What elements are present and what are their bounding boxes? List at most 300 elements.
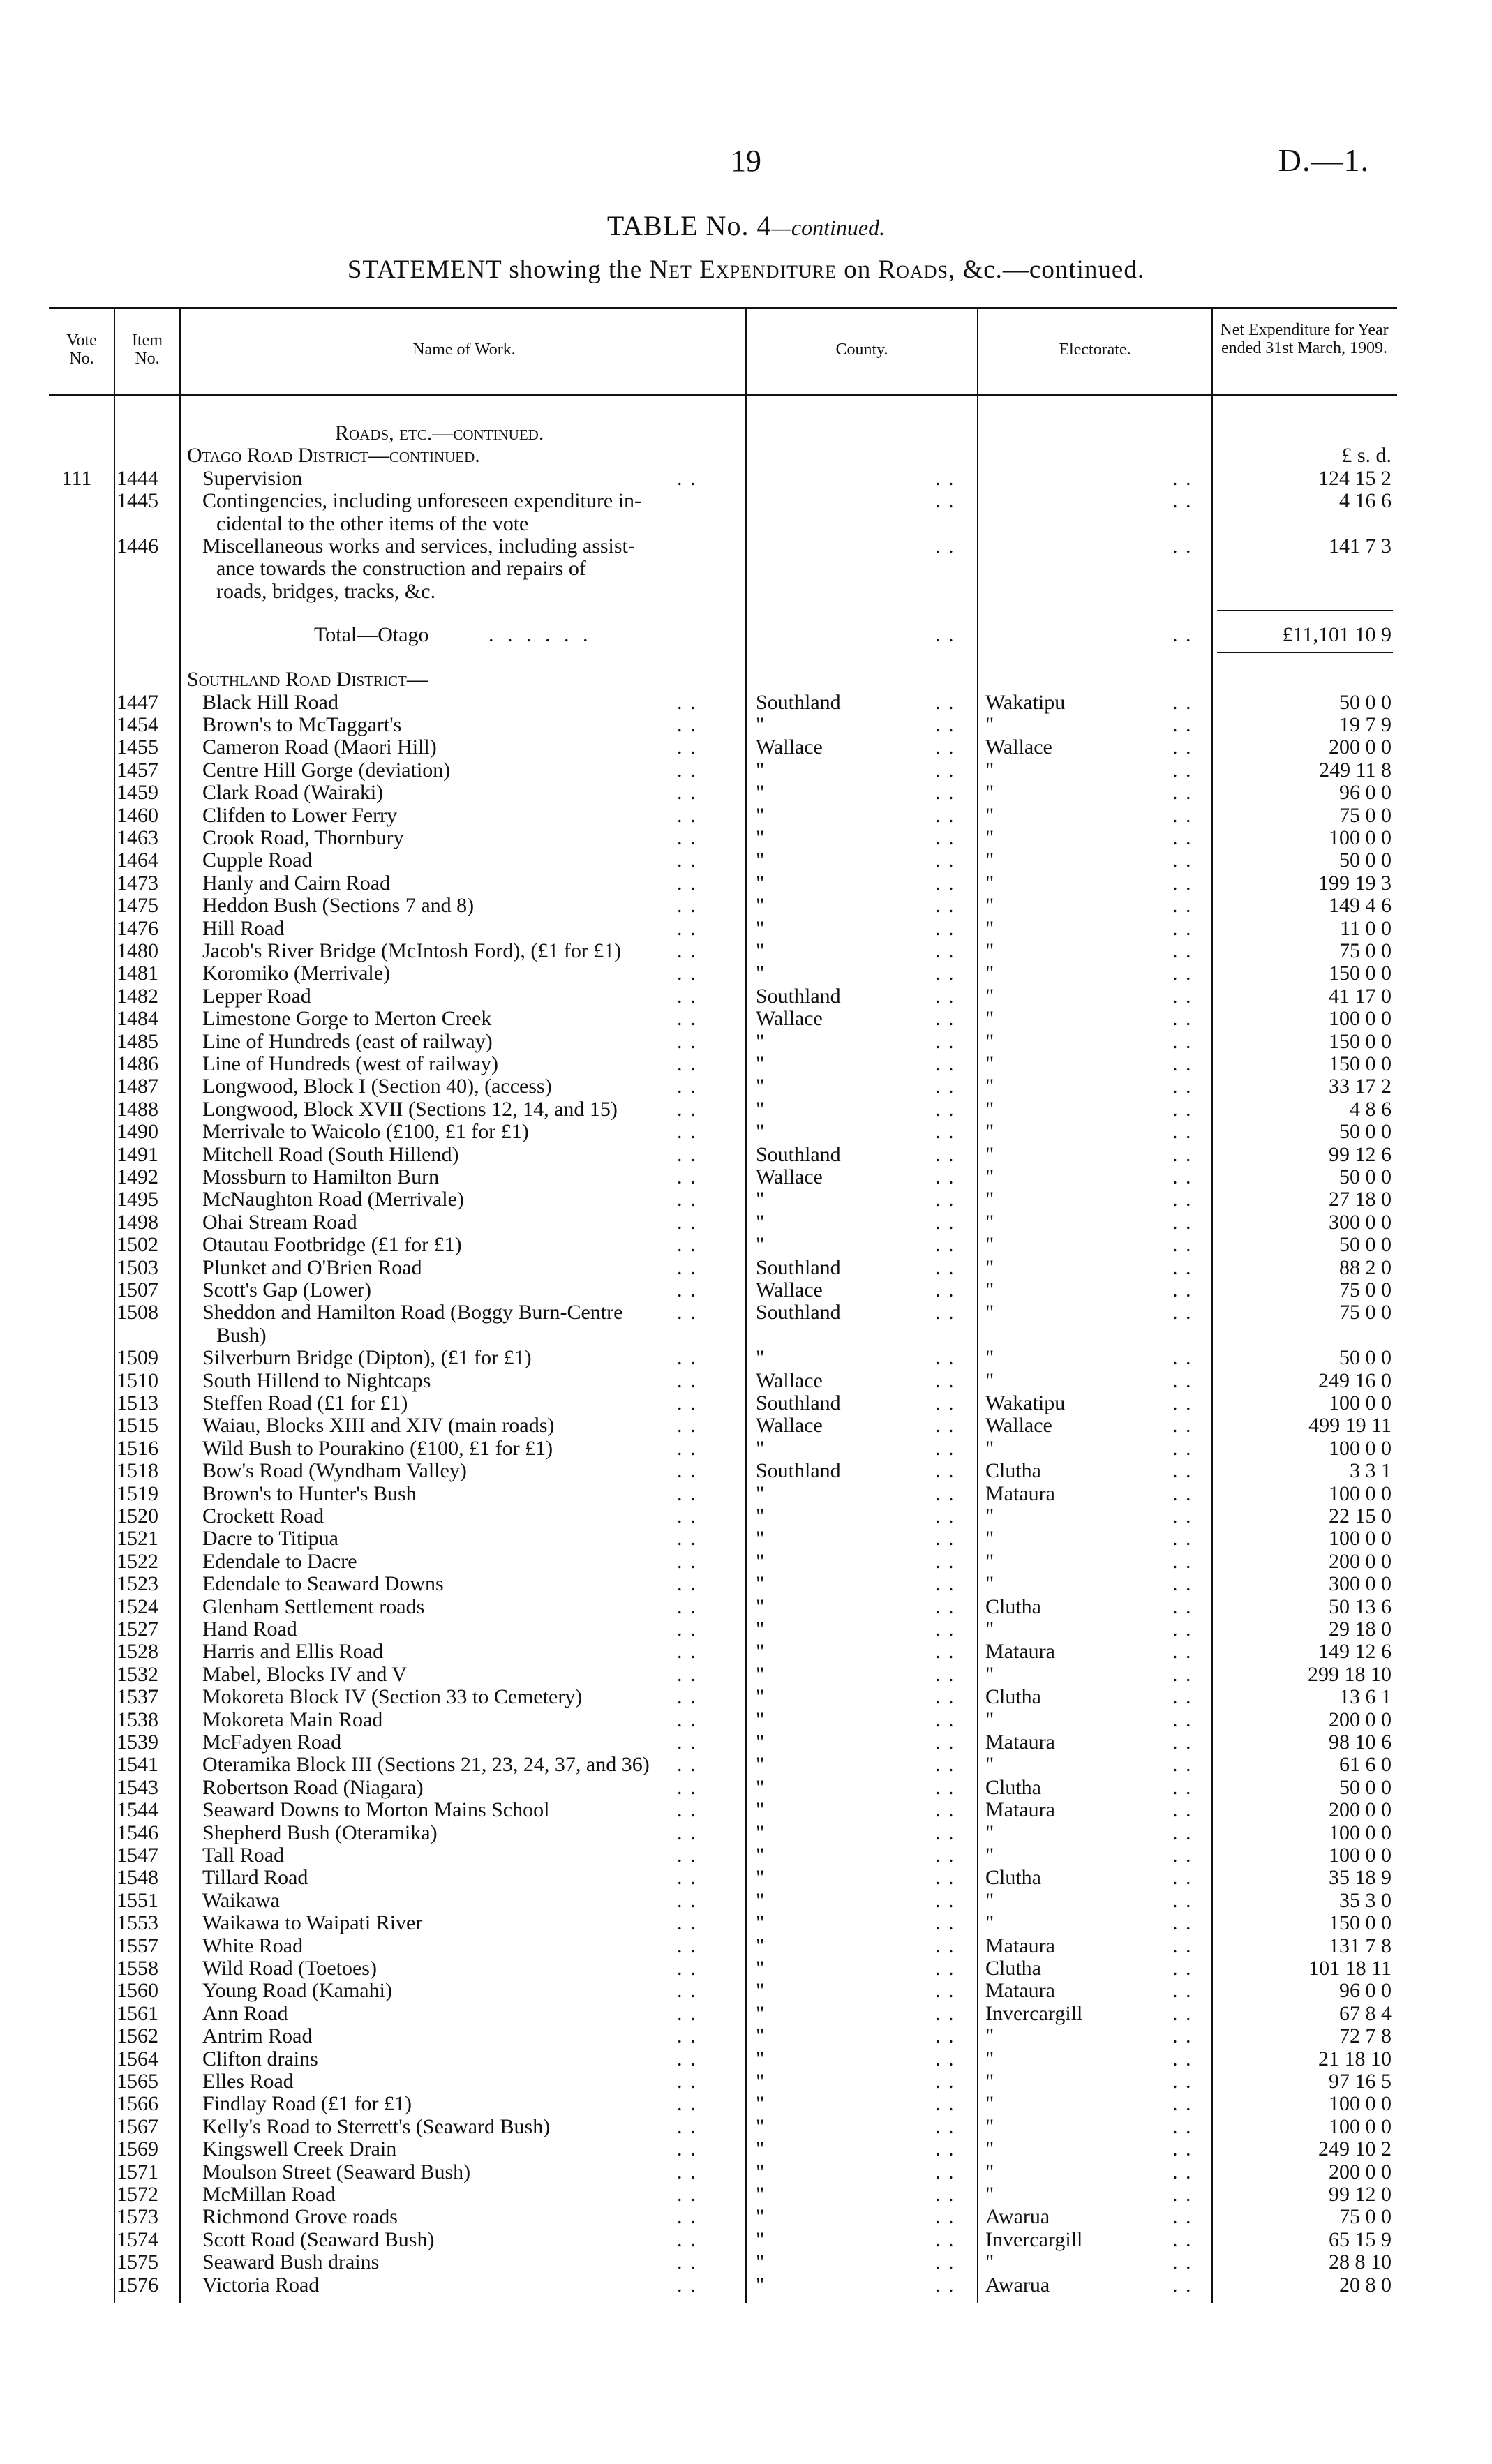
county-name: " xyxy=(756,1481,765,1505)
item-number: 1562 xyxy=(117,2024,158,2048)
expenditure-amount: 499 19 11 xyxy=(1308,1414,1392,1438)
electorate-name: Clutha xyxy=(985,1459,1041,1483)
work-name: Moulson Street (Seaward Bush) xyxy=(202,2160,471,2183)
expenditure-amount: 200 0 0 xyxy=(1329,1798,1392,1822)
leader-dots: . . xyxy=(677,2250,697,2274)
county-name: " xyxy=(756,1527,765,1551)
electorate-name: " xyxy=(985,2114,994,2138)
county-name: " xyxy=(756,2183,765,2206)
leader-dots: . . xyxy=(935,1618,955,1641)
table-title-continued: —continued. xyxy=(771,215,886,240)
expenditure-amount: 35 3 0 xyxy=(1339,1888,1392,1912)
work-name: Crockett Road xyxy=(202,1504,324,1528)
leader-dots: . . xyxy=(677,1075,697,1098)
work-name-continued: cidental to the other items of the vote xyxy=(216,512,529,535)
leader-dots: . . xyxy=(677,1007,697,1031)
column-header-expenditure: Net Expenditure for Year ended 31st March, 1909. xyxy=(1220,321,1389,357)
expenditure-amount: 75 0 0 xyxy=(1339,939,1392,962)
leader-dots: . . xyxy=(1172,1481,1193,1505)
leader-dots: . . xyxy=(935,1775,955,1799)
item-number: 1547 xyxy=(117,1844,158,1867)
expenditure-amount: 88 2 0 xyxy=(1339,1255,1392,1279)
leader-dots: . . xyxy=(677,1708,697,1731)
leader-dots: . . xyxy=(1172,871,1193,895)
item-number: 1569 xyxy=(117,2137,158,2161)
item-number: 1566 xyxy=(117,2092,158,2116)
statement-title xyxy=(0,255,1492,285)
leader-dots: . . xyxy=(1172,1662,1193,1686)
electorate-name: " xyxy=(985,1346,994,1370)
expenditure-amount: 100 0 0 xyxy=(1329,1436,1392,1460)
electorate-name: " xyxy=(985,1075,994,1098)
electorate-name: Mataura xyxy=(985,1979,1055,2003)
item-number: 1543 xyxy=(117,1775,158,1799)
leader-dots: . . xyxy=(1172,1301,1193,1324)
electorate-name: " xyxy=(985,1142,994,1166)
column-divider-item xyxy=(179,307,181,2303)
item-number: 1551 xyxy=(117,1888,158,1912)
work-name: Longwood, Block XVII (Sections 12, 14, and 15) xyxy=(202,1097,618,1121)
expenditure-amount: 97 16 5 xyxy=(1329,2070,1392,2093)
item-number: 1495 xyxy=(117,1188,158,1211)
leader-dots: . . xyxy=(1172,1775,1193,1799)
expenditure-amount: 41 17 0 xyxy=(1329,984,1392,1008)
leader-dots: . . xyxy=(935,871,955,895)
leader-dots: . . xyxy=(677,781,697,805)
work-name: Black Hill Road xyxy=(202,690,338,714)
leader-dots: . . xyxy=(677,2160,697,2183)
leader-dots: . . xyxy=(677,1549,697,1573)
county-name: " xyxy=(756,1097,765,1121)
county-name: " xyxy=(756,1708,765,1731)
leader-dots: . . xyxy=(935,1662,955,1686)
work-name: Young Road (Kamahi) xyxy=(202,1979,392,2003)
expenditure-amount: 96 0 0 xyxy=(1339,781,1392,805)
leader-dots: . . xyxy=(935,1097,955,1121)
expenditure-amount: 50 0 0 xyxy=(1339,1233,1392,1257)
expenditure-amount: 4 16 6 xyxy=(1339,489,1392,513)
expenditure-amount: 61 6 0 xyxy=(1339,1753,1392,1777)
leader-dots: . . xyxy=(1172,1007,1193,1031)
leader-dots: . . xyxy=(677,1052,697,1075)
electorate-name: Wallace xyxy=(985,1414,1052,1438)
leader-dots: . . xyxy=(935,1120,955,1144)
work-name: Merrivale to Waicolo (£100, £1 for £1) xyxy=(202,1120,529,1144)
work-name: Clifton drains xyxy=(202,2047,318,2070)
electorate-name: " xyxy=(985,1572,994,1596)
work-name: Mokoreta Main Road xyxy=(202,1708,383,1731)
electorate-name: Clutha xyxy=(985,1957,1041,1980)
county-name: " xyxy=(756,781,765,805)
leader-dots: . . xyxy=(935,826,955,849)
work-name-continued: Bush) xyxy=(216,1323,267,1347)
electorate-name: " xyxy=(985,1436,994,1460)
leader-dots: . . xyxy=(677,1414,697,1438)
expenditure-amount: 20 8 0 xyxy=(1339,2273,1392,2297)
county-name: " xyxy=(756,2160,765,2183)
item-number: 1464 xyxy=(117,849,158,872)
item-number: 1571 xyxy=(117,2160,158,2183)
leader-dots: . . xyxy=(1172,1391,1193,1414)
work-name: Mabel, Blocks IV and V xyxy=(202,1662,408,1686)
expenditure-amount: 22 15 0 xyxy=(1329,1504,1392,1528)
otago-district-heading: Otago Road District—continued. xyxy=(187,444,480,468)
leader-dots: . . xyxy=(677,2227,697,2251)
work-name: Edendale to Seaward Downs xyxy=(202,1572,444,1596)
expenditure-amount: 75 0 0 xyxy=(1339,1301,1392,1324)
total-rule-bottom xyxy=(1217,652,1393,653)
item-number: 1507 xyxy=(117,1278,158,1301)
leader-dots: . . xyxy=(677,1618,697,1641)
county-name: " xyxy=(756,1731,765,1754)
item-number: 1574 xyxy=(117,2227,158,2251)
electorate-name: Mataura xyxy=(985,1934,1055,1957)
electorate-name: " xyxy=(985,871,994,895)
leader-dots: . . xyxy=(677,1097,697,1121)
item-number: 1444 xyxy=(117,466,158,490)
expenditure-amount: 3 3 1 xyxy=(1350,1459,1392,1483)
leader-dots: . . xyxy=(935,2070,955,2093)
expenditure-amount: 249 11 8 xyxy=(1319,758,1392,782)
county-name: Wallace xyxy=(756,1414,823,1438)
expenditure-amount: 249 10 2 xyxy=(1318,2137,1392,2161)
work-name: Ann Road xyxy=(202,2001,288,2025)
county-name: " xyxy=(756,1233,765,1257)
work-name-continued: roads, bridges, tracks, &c. xyxy=(216,579,436,603)
item-number: 1485 xyxy=(117,1029,158,1053)
county-name: " xyxy=(756,894,765,918)
electorate-name: " xyxy=(985,1618,994,1641)
expenditure-amount: 100 0 0 xyxy=(1329,1391,1392,1414)
expenditure-amount: 50 0 0 xyxy=(1339,1346,1392,1370)
electorate-name: " xyxy=(985,1888,994,1912)
leader-dots: . . xyxy=(935,2250,955,2274)
electorate-name: Clutha xyxy=(985,1775,1041,1799)
leader-dots: . . xyxy=(935,736,955,759)
leader-dots: . . xyxy=(677,1911,697,1935)
leader-dots: . . xyxy=(677,2092,697,2116)
leader-dots: . . xyxy=(1172,1798,1193,1822)
leader-dots: . . xyxy=(1172,1866,1193,1890)
item-number: 1460 xyxy=(117,803,158,827)
expenditure-amount: 96 0 0 xyxy=(1339,1979,1392,2003)
electorate-name: " xyxy=(985,713,994,736)
item-number: 1564 xyxy=(117,2047,158,2070)
work-name: Clifden to Lower Ferry xyxy=(202,803,398,827)
leader-dots: . . xyxy=(935,1210,955,1234)
electorate-name: " xyxy=(985,916,994,940)
leader-dots: . . xyxy=(1172,466,1193,490)
leader-dots: . . xyxy=(677,1572,697,1596)
county-name: " xyxy=(756,1979,765,2003)
leader-dots: . . xyxy=(935,1142,955,1166)
item-number: 1541 xyxy=(117,1753,158,1777)
leader-dots: . . xyxy=(935,623,955,647)
expenditure-amount: 200 0 0 xyxy=(1329,1708,1392,1731)
leader-dots: . . xyxy=(677,1233,697,1257)
electorate-name: Wallace xyxy=(985,736,1052,759)
county-name: Southland xyxy=(756,1301,841,1324)
leader-dots: . . xyxy=(1172,1233,1193,1257)
work-name: Mokoreta Block IV (Section 33 to Cemetery) xyxy=(202,1685,583,1709)
leader-dots: . . xyxy=(1172,1097,1193,1121)
leader-dots: . . xyxy=(935,1640,955,1664)
item-number: 1576 xyxy=(117,2273,158,2297)
leader-dots: . . xyxy=(677,1301,697,1324)
expenditure-amount: 13 6 1 xyxy=(1339,1685,1392,1709)
item-number: 1446 xyxy=(117,535,158,558)
leader-dots: . . xyxy=(677,1459,697,1483)
column-divider-county xyxy=(977,307,978,2303)
leader-dots: . . xyxy=(1172,1618,1193,1641)
county-name: " xyxy=(756,1685,765,1709)
leader-dots: . . xyxy=(1172,2070,1193,2093)
leader-dots: . . xyxy=(677,962,697,985)
item-number: 1475 xyxy=(117,894,158,918)
vote-number: 111 xyxy=(61,466,92,490)
electorate-name: " xyxy=(985,758,994,782)
work-name: Scott's Gap (Lower) xyxy=(202,1278,372,1301)
item-number: 1575 xyxy=(117,2250,158,2274)
county-name: " xyxy=(756,1075,765,1098)
expenditure-amount: 100 0 0 xyxy=(1329,1527,1392,1551)
county-name: " xyxy=(756,871,765,895)
item-number: 1473 xyxy=(117,871,158,895)
leader-dots: . . xyxy=(935,2114,955,2138)
county-name: " xyxy=(756,1188,765,1211)
leader-dots: . . xyxy=(935,2001,955,2025)
electorate-name: " xyxy=(985,826,994,849)
leader-dots: . . xyxy=(935,1233,955,1257)
county-name: " xyxy=(756,1052,765,1075)
expenditure-amount: 150 0 0 xyxy=(1329,1029,1392,1053)
leader-dots: . . xyxy=(677,736,697,759)
electorate-name: Awarua xyxy=(985,2273,1050,2297)
table-title-text: TABLE No. 4 xyxy=(606,210,772,241)
item-number: 1503 xyxy=(117,1255,158,1279)
item-number: 1561 xyxy=(117,2001,158,2025)
county-name: " xyxy=(756,2024,765,2048)
leader-dots: . . xyxy=(935,2160,955,2183)
leader-dots: . . xyxy=(1172,1210,1193,1234)
leader-dots: . . xyxy=(1172,2160,1193,2183)
leader-dots: . . xyxy=(935,1798,955,1822)
work-name: Kingswell Creek Drain xyxy=(202,2137,397,2161)
electorate-name: " xyxy=(985,2250,994,2274)
work-name: Crook Road, Thornbury xyxy=(202,826,404,849)
work-name: Steffen Road (£1 for £1) xyxy=(202,1391,408,1414)
work-name: Mitchell Road (South Hillend) xyxy=(202,1142,459,1166)
leader-dots: . . xyxy=(677,1188,697,1211)
electorate-name: " xyxy=(985,1120,994,1144)
expenditure-amount: 75 0 0 xyxy=(1339,803,1392,827)
expenditure-amount: 150 0 0 xyxy=(1329,962,1392,985)
leader-dots: . . xyxy=(677,871,697,895)
work-name: Seaward Downs to Morton Mains School xyxy=(202,1798,550,1822)
item-number: 1498 xyxy=(117,1210,158,1234)
leader-dots: . . xyxy=(935,1301,955,1324)
item-number: 1487 xyxy=(117,1075,158,1098)
leader-dots: . . xyxy=(1172,2092,1193,2116)
item-number: 1518 xyxy=(117,1459,158,1483)
work-name: Shepherd Bush (Oteramika) xyxy=(202,1821,438,1844)
electorate-name: " xyxy=(985,2137,994,2161)
electorate-name: Mataura xyxy=(985,1731,1055,1754)
item-number: 1482 xyxy=(117,984,158,1008)
leader-dots: . . xyxy=(1172,1640,1193,1664)
work-name: Cameron Road (Maori Hill) xyxy=(202,736,437,759)
leader-dots: . . xyxy=(1172,1753,1193,1777)
expenditure-amount: 150 0 0 xyxy=(1329,1911,1392,1935)
leader-dots: . . xyxy=(1172,1414,1193,1438)
county-name: " xyxy=(756,1753,765,1777)
work-name: Elles Road xyxy=(202,2070,294,2093)
work-name: Tillard Road xyxy=(202,1866,308,1890)
electorate-name: Mataura xyxy=(985,1798,1055,1822)
leader-dots: . . xyxy=(935,1278,955,1301)
electorate-name: Clutha xyxy=(985,1595,1041,1618)
item-number: 1445 xyxy=(117,489,158,513)
item-number: 1510 xyxy=(117,1368,158,1392)
electorate-name: " xyxy=(985,1007,994,1031)
leader-dots: . . xyxy=(677,1481,697,1505)
work-name: Robertson Road (Niagara) xyxy=(202,1775,424,1799)
electorate-name: " xyxy=(985,894,994,918)
leader-dots: . . xyxy=(677,1957,697,1980)
work-name: Oteramika Block III (Sections 21, 23, 24, 37, and 36) xyxy=(202,1753,650,1777)
column-header-name: Name of Work. xyxy=(412,341,516,359)
leader-dots: . . xyxy=(1172,2250,1193,2274)
work-name: White Road xyxy=(202,1934,304,1957)
work-name: Heddon Bush (Sections 7 and 8) xyxy=(202,894,475,918)
expenditure-amount: 100 0 0 xyxy=(1329,1007,1392,1031)
leader-dots: . . xyxy=(677,1368,697,1392)
expenditure-amount: 19 7 9 xyxy=(1339,713,1392,736)
expenditure-amount: 50 0 0 xyxy=(1339,690,1392,714)
leader-dots: . . xyxy=(677,1844,697,1867)
expenditure-amount: 29 18 0 xyxy=(1329,1618,1392,1641)
leader-dots: . . xyxy=(935,849,955,872)
leader-dots: . . xyxy=(935,466,955,490)
expenditure-amount: 99 12 6 xyxy=(1329,1142,1392,1166)
electorate-name: " xyxy=(985,939,994,962)
leader-dots: . . xyxy=(677,713,697,736)
electorate-name: " xyxy=(985,1504,994,1528)
leader-dots: . . xyxy=(1172,1527,1193,1551)
leader-dots: . . xyxy=(1172,1278,1193,1301)
expenditure-amount: 200 0 0 xyxy=(1329,1549,1392,1573)
column-header-county: County. xyxy=(835,341,888,359)
electorate-name: Clutha xyxy=(985,1866,1041,1890)
expenditure-amount: 199 19 3 xyxy=(1318,871,1392,895)
county-name: " xyxy=(756,849,765,872)
leader-dots: . . xyxy=(935,1459,955,1483)
electorate-name: " xyxy=(985,1527,994,1551)
county-name: " xyxy=(756,2047,765,2070)
work-name: Supervision xyxy=(202,466,303,490)
leader-dots: . . xyxy=(935,1911,955,1935)
expenditure-amount: 100 0 0 xyxy=(1329,1844,1392,1867)
leader-dots: . . xyxy=(677,849,697,872)
leader-dots: . . xyxy=(1172,916,1193,940)
item-number: 1539 xyxy=(117,1731,158,1754)
leader-dots: . . xyxy=(935,2047,955,2070)
work-name: Kelly's Road to Sterrett's (Seaward Bush) xyxy=(202,2114,551,2138)
item-number: 1481 xyxy=(117,962,158,985)
leader-dots: . . xyxy=(1172,1549,1193,1573)
leader-dots: . . xyxy=(935,1888,955,1912)
expenditure-amount: 21 18 10 xyxy=(1318,2047,1392,2070)
leader-dots: . . xyxy=(677,1640,697,1664)
leader-dots: . . xyxy=(935,1436,955,1460)
leader-dots: . . xyxy=(935,2024,955,2048)
leader-dots: . . xyxy=(935,1821,955,1844)
leader-dots: . . xyxy=(935,2205,955,2229)
item-number: 1573 xyxy=(117,2205,158,2229)
leader-dots: . . xyxy=(1172,1685,1193,1709)
leader-dots: . . xyxy=(1172,1572,1193,1596)
leader-dots: . . xyxy=(677,1504,697,1528)
leader-dots: . . xyxy=(935,1414,955,1438)
leader-dots: . . xyxy=(677,1934,697,1957)
expenditure-amount: 300 0 0 xyxy=(1329,1572,1392,1596)
leader-dots: . . xyxy=(1172,1188,1193,1211)
expenditure-amount: 149 12 6 xyxy=(1318,1640,1392,1664)
county-name: Wallace xyxy=(756,1165,823,1188)
leader-dots: . . xyxy=(1172,984,1193,1008)
leader-dots: . . xyxy=(935,1549,955,1573)
county-name: " xyxy=(756,1866,765,1890)
item-number: 1520 xyxy=(117,1504,158,1528)
currency-header: £ s. d. xyxy=(1341,444,1392,468)
county-name: " xyxy=(756,803,765,827)
leader-dots: . . xyxy=(677,1979,697,2003)
leader-dots: . . xyxy=(935,1165,955,1188)
electorate-name: Mataura xyxy=(985,1481,1055,1505)
expenditure-amount: 124 15 2 xyxy=(1318,466,1392,490)
leader-dots: . . xyxy=(935,2227,955,2251)
leader-dots: . . xyxy=(935,1007,955,1031)
work-name: Hand Road xyxy=(202,1618,297,1641)
leader-dots: . . xyxy=(1172,489,1193,513)
county-name: " xyxy=(756,1210,765,1234)
leader-dots: . . xyxy=(677,1595,697,1618)
work-name: Longwood, Block I (Section 40), (access) xyxy=(202,1075,552,1098)
leader-dots: . . xyxy=(935,2273,955,2297)
leader-dots: . . xyxy=(677,939,697,962)
leader-dots: . . xyxy=(1172,1888,1193,1912)
leader-dots: . . xyxy=(1172,690,1193,714)
leader-dots: . . xyxy=(677,2024,697,2048)
electorate-name: " xyxy=(985,984,994,1008)
item-number: 1553 xyxy=(117,1911,158,1935)
work-name-continued: ance towards the construction and repairs of xyxy=(216,557,586,581)
electorate-name: " xyxy=(985,2160,994,2183)
expenditure-amount: 100 0 0 xyxy=(1329,1481,1392,1505)
item-number: 1508 xyxy=(117,1301,158,1324)
column-divider-name xyxy=(745,307,747,2303)
leader-dots: . . xyxy=(677,826,697,849)
item-number: 1509 xyxy=(117,1346,158,1370)
electorate-name: " xyxy=(985,1368,994,1392)
county-name: " xyxy=(756,1618,765,1641)
leader-dots: . . xyxy=(1172,781,1193,805)
leader-dots: . . xyxy=(935,2092,955,2116)
leader-dots: . . xyxy=(1172,1821,1193,1844)
leader-dots: . . xyxy=(1172,1029,1193,1053)
expenditure-amount: 11 0 0 xyxy=(1340,916,1392,940)
county-name: " xyxy=(756,2137,765,2161)
